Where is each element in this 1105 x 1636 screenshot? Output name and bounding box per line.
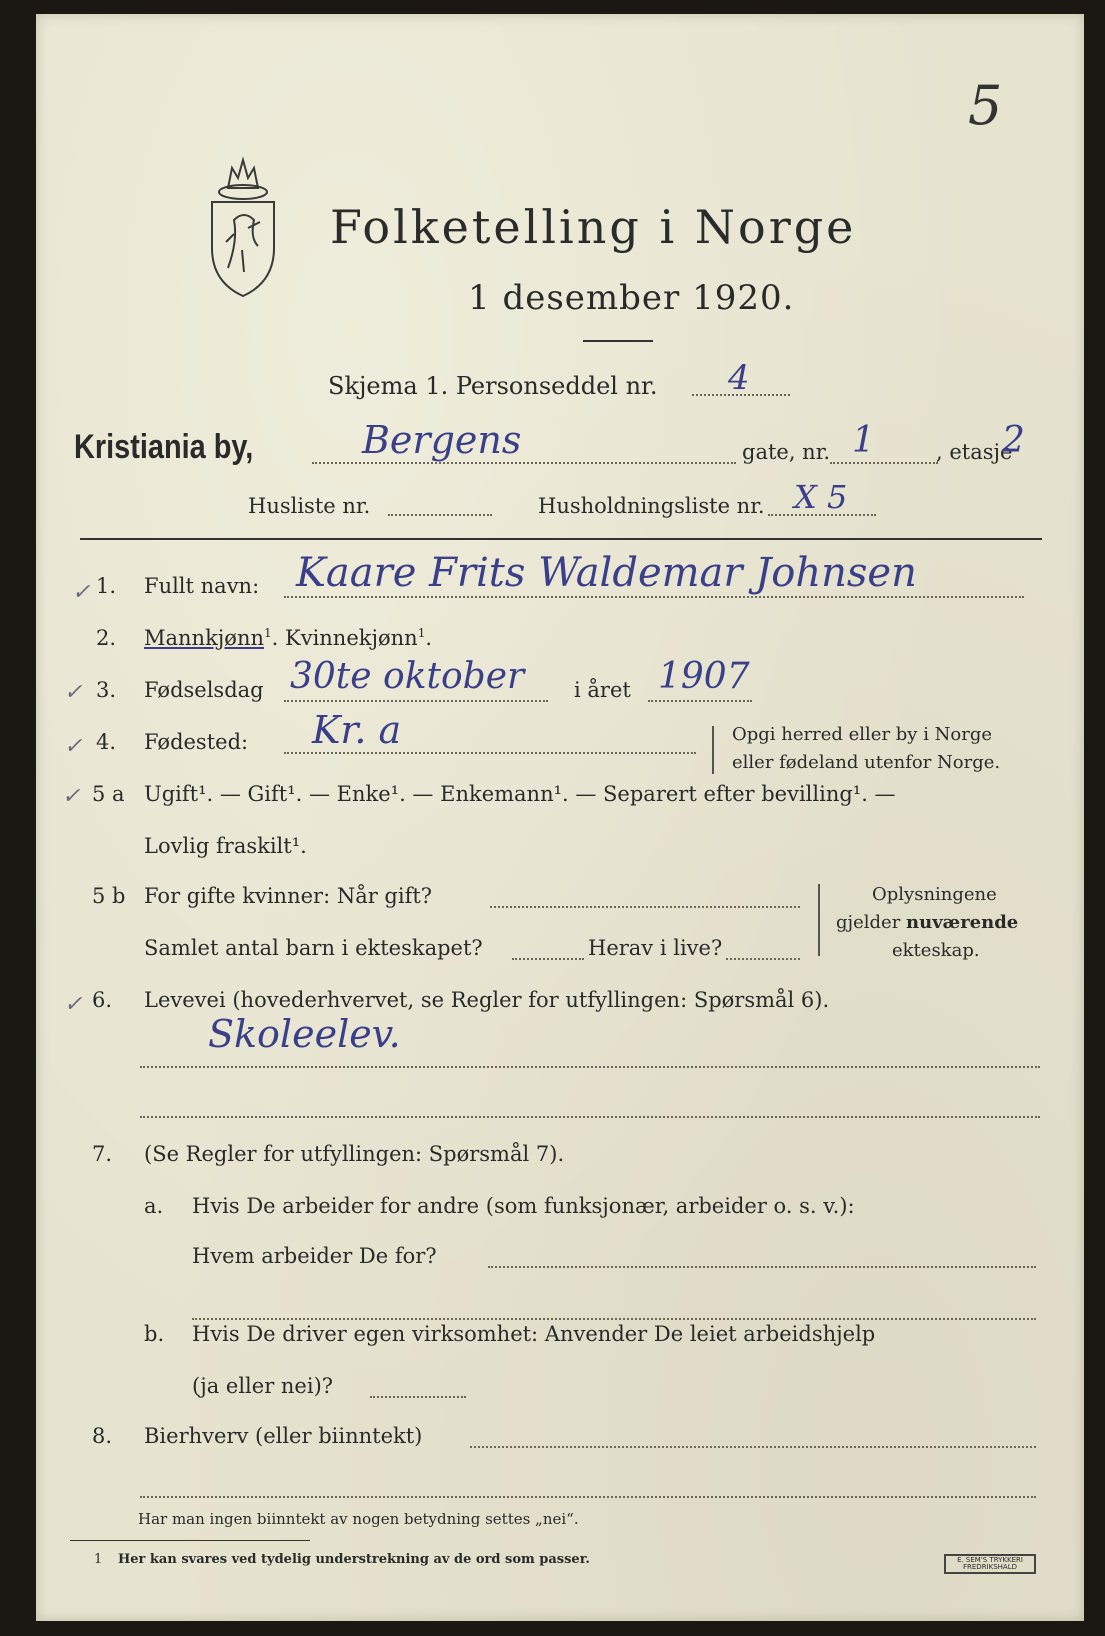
q4-brace: [712, 726, 714, 774]
q3-day-line: [284, 700, 548, 702]
q6-number: 6.: [92, 988, 113, 1012]
q7b-line2: (ja eller nei)?: [192, 1374, 334, 1398]
q1-line: [284, 596, 1024, 598]
q3-year-line: [648, 700, 752, 702]
q2-end: .: [425, 626, 433, 650]
corner-number: 5: [968, 74, 1003, 137]
street-line: [312, 462, 736, 464]
q5b-alive-line: [726, 958, 800, 960]
q3-year-value: 1907: [658, 656, 750, 697]
q5b-line1: For gifte kvinner: Når gift?: [144, 884, 433, 908]
q1-value: Kaare Frits Waldemar Johnsen: [296, 550, 917, 596]
q5b-alive-label: Herav i live?: [588, 936, 723, 960]
q7a-number: a.: [144, 1194, 164, 1218]
q5a-line1: Ugift¹. — Gift¹. — Enke¹. — Enkemann¹. — Separert efter bevilling¹. —: [144, 782, 896, 806]
check-mark: ✓: [64, 734, 83, 759]
q7-label: (Se Regler for utfyllingen: Spørsmål 7).: [144, 1142, 565, 1166]
city-label: Kristiania by,: [74, 428, 254, 466]
q5b-children-label: Samlet antal barn i ekteskapet?: [144, 936, 483, 960]
schema-label: Skjema 1. Personseddel nr.: [328, 372, 658, 400]
q7a-line: [488, 1266, 1036, 1268]
q7b-line1: Hvis De driver egen virksomhet: Anvender De leiet arbeidshjelp: [192, 1322, 876, 1346]
title-divider: [583, 340, 653, 342]
q6-label: Levevei (hovederhvervet, se Regler for utfyllingen: Spørsmål 6).: [144, 988, 830, 1012]
q5b-note-line1: Oplysningene: [872, 884, 997, 905]
q5b-note-line3: ekteskap.: [892, 940, 980, 961]
q8-number: 8.: [92, 1424, 113, 1448]
footnote-number: 1: [94, 1552, 103, 1567]
q4-value: Kr. a: [312, 708, 402, 752]
q6-line2: [140, 1116, 1040, 1118]
q5b-note-line2a: gjelder: [836, 912, 907, 933]
q5b-note-line2b: nuværende: [906, 912, 1019, 933]
q2-female: Kvinnekjønn: [285, 626, 418, 650]
q2-options: Mannkjønn$^1$. Kvinnekjønn$^1$.: [144, 626, 433, 650]
q5b-note-line2: [836, 912, 1018, 933]
gate-label: gate, nr.: [742, 440, 831, 464]
q4-note-line1: Opgi herred eller by i Norge: [732, 724, 993, 745]
check-mark: ✓: [64, 992, 83, 1017]
footnote-text: Her kan svares ved tydelig understrekning av de ord som passer.: [118, 1552, 590, 1567]
q4-number: 4.: [96, 730, 117, 754]
q5b-when-line: [490, 906, 800, 908]
check-mark: ✓: [72, 580, 91, 605]
etasje-value: 2: [1002, 420, 1025, 461]
check-mark: ✓: [62, 784, 81, 809]
gate-nr-value: 1: [852, 420, 875, 461]
q5b-number: 5 b: [92, 884, 126, 908]
q3-label: Fødselsdag: [144, 678, 264, 702]
q8-line-extra: [140, 1496, 1036, 1498]
coat-of-arms-icon: [198, 150, 288, 300]
q7b-line: [370, 1396, 466, 1398]
personseddel-value: 4: [728, 358, 750, 398]
q3-day-value: 30te oktober: [290, 656, 525, 697]
husholdning-value: X 5: [794, 478, 848, 516]
street-value: Bergens: [362, 418, 522, 462]
q2-sup: 1: [264, 626, 272, 640]
q2-sup-2: 1: [417, 626, 426, 640]
q2-number: 2.: [96, 626, 117, 650]
q5a-line2: Lovlig fraskilt¹.: [144, 834, 307, 858]
q7a-line1: Hvis De arbeider for andre (som funksjonær, arbeider o. s. v.):: [192, 1194, 855, 1218]
header-rule: [80, 538, 1042, 540]
footnote-rule: [70, 1540, 310, 1541]
husliste-line: [388, 514, 492, 516]
q1-label: Fullt navn:: [144, 574, 260, 598]
q3-number: 3.: [96, 678, 117, 702]
q4-note-line2: eller fødeland utenfor Norge.: [732, 752, 1001, 773]
q6-line1: [140, 1066, 1040, 1068]
printer-stamp: E. SEM'S TRYKKERI FREDRIKSHALD: [944, 1554, 1036, 1574]
q7b-number: b.: [144, 1322, 165, 1346]
q5b-brace: [818, 884, 820, 956]
footer-note: Har man ingen biinntekt av nogen betydning settes „nei“.: [138, 1510, 579, 1528]
form-date: 1 desember 1920.: [468, 278, 795, 318]
check-mark: ✓: [64, 680, 83, 705]
q1-number: 1.: [96, 574, 117, 598]
q7a-line2: Hvem arbeider De for?: [192, 1244, 437, 1268]
q5a-number: 5 a: [92, 782, 125, 806]
form-title: Folketelling i Norge: [330, 200, 857, 254]
q5b-children-line: [512, 958, 584, 960]
gate-nr-line: [830, 462, 938, 464]
husliste-label: Husliste nr.: [248, 494, 371, 518]
q3-year-label: i året: [574, 678, 631, 702]
q4-label: Fødested:: [144, 730, 249, 754]
q7-number: 7.: [92, 1142, 113, 1166]
q6-value: Skoleelev.: [208, 1012, 401, 1056]
husholdning-label: Husholdningsliste nr.: [538, 494, 765, 518]
q7a-line-extra: [192, 1318, 1036, 1320]
q4-line: [284, 752, 696, 754]
q2-male: Mannkjønn: [144, 626, 265, 650]
q8-label: Bierhverv (eller biinntekt): [144, 1424, 423, 1448]
etasje-label: , etasje: [936, 440, 1013, 464]
q8-line: [470, 1446, 1036, 1448]
